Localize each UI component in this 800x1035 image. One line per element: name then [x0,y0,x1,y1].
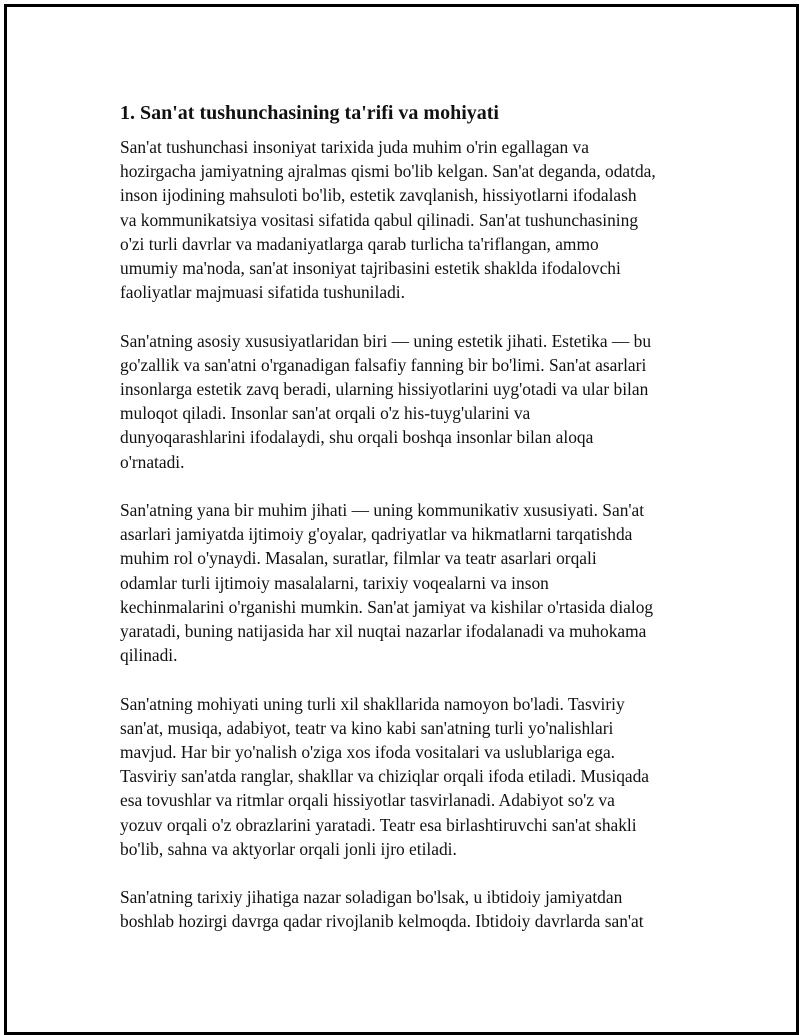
paragraph-line: esa tovushlar va ritmlar orqali hissiyotlar tasvirlanadi. Adabiyot so'z va [120,790,615,811]
paragraph-line: mavjud. Har bir yo'nalish o'ziga xos ifoda vositalari va uslublariga ega. [120,742,616,763]
paragraph-line: qilinadi. [120,645,178,666]
paragraph-line: muloqot qiladi. Insonlar san'at orqali o'z his-tuyg'ularini va [120,403,531,424]
paragraph-line: kechinmalarini o'rganishi mumkin. San'at jamiyat va kishilar o'rtasida dialog [120,596,654,617]
paragraph-line: muhim rol o'ynaydi. Masalan, suratlar, filmlar va teatr asarlari orqali [120,548,597,569]
paragraph-line: san'at, musiqa, adabiyot, teatr va kino kabi san'atning turli yo'nalishlari [120,717,614,738]
paragraph-line: Tasviriy san'atda ranglar, shakllar va chiziqlar orqali ifoda etiladi. Musiqada [120,766,650,787]
paragraph-line: San'atning asosiy xususiyatlaridan biri — uning estetik jihati. Estetika — bu [120,330,652,351]
paragraph-line: odamlar turli ijtimoiy masalalarni, tarixiy voqealarni va inson [120,572,549,593]
paragraph-1 [120,135,700,304]
paragraph-line: go'zallik va san'atni o'rganadigan falsafiy fanning bir bo'limi. San'at asarlari [120,354,647,375]
paragraph-line: San'at tushunchasi insoniyat tarixida juda muhim o'rin egallagan va [120,137,589,157]
paragraph-line: bo'lib, sahna va aktyorlar orqali jonli ijro etiladi. [120,838,457,859]
paragraph-4 [120,692,700,861]
paragraph-line: o'zi turli davrlar va madaniyatlarga qarab turlicha ta'riflangan, ammo [120,233,599,254]
paragraph-line: yaratadi, buning natijasida har xil nuqtai nazarlar ifodalanadi va muhokama [120,621,647,642]
paragraph-5 [120,885,700,933]
paragraph-line: San'atning yana bir muhim jihati — uning kommunikativ xususiyati. San'at [120,500,645,521]
section-heading: 1. San'at tushunchasining ta'rifi va mohiyati [120,102,499,124]
paragraph-line: insonlarga estetik zavq beradi, ularning hissiyotlarini uyg'otadi va ular bilan [120,379,649,400]
paragraph-line: dunyoqarashlarini ifodalaydi, shu orqali boshqa insonlar bilan aloqa [120,427,594,448]
paragraph-line: boshlab hozirgi davrga qadar rivojlanib kelmoqda. Ibtidoiy davrlarda san'at [120,911,644,932]
paragraph-3 [120,498,700,667]
page-frame [4,4,799,1035]
paragraph-line: San'atning mohiyati uning turli xil shakllarida namoyon bo'ladi. Tasviriy [120,693,625,714]
paragraph-line: yozuv orqali o'z obrazlarini yaratadi. Teatr esa birlashtiruvchi san'at shakli [120,814,637,835]
document-body [120,99,700,958]
paragraph-line: asarlari jamiyatda ijtimoiy g'oyalar, qadriyatlar va hikmatlarni tarqatishda [120,524,633,545]
paragraph-line: o'rnatadi. [120,451,185,472]
paragraph-line: umumiy ma'noda, san'at insoniyat tajribasini estetik shaklda ifodalovchi [120,258,621,279]
paragraph-line: inson ijodining mahsuloti bo'lib, estetik zavqlanish, hissiyotlarni ifodalash [120,185,637,206]
paragraph-line: faoliyatlar majmuasi sifatida tushuniladi. [120,282,405,303]
paragraph-2 [120,329,700,474]
paragraph-line: San'atning tarixiy jihatiga nazar soladigan bo'lsak, u ibtidoiy jamiyatdan [120,887,623,908]
paragraph-line: hozirgacha jamiyatning ajralmas qismi bo'lib kelgan. San'at deganda, odatda, [120,161,656,182]
paragraph-line: va kommunikatsiya vositasi sifatida qabul qilinadi. San'at tushunchasining [120,209,639,230]
